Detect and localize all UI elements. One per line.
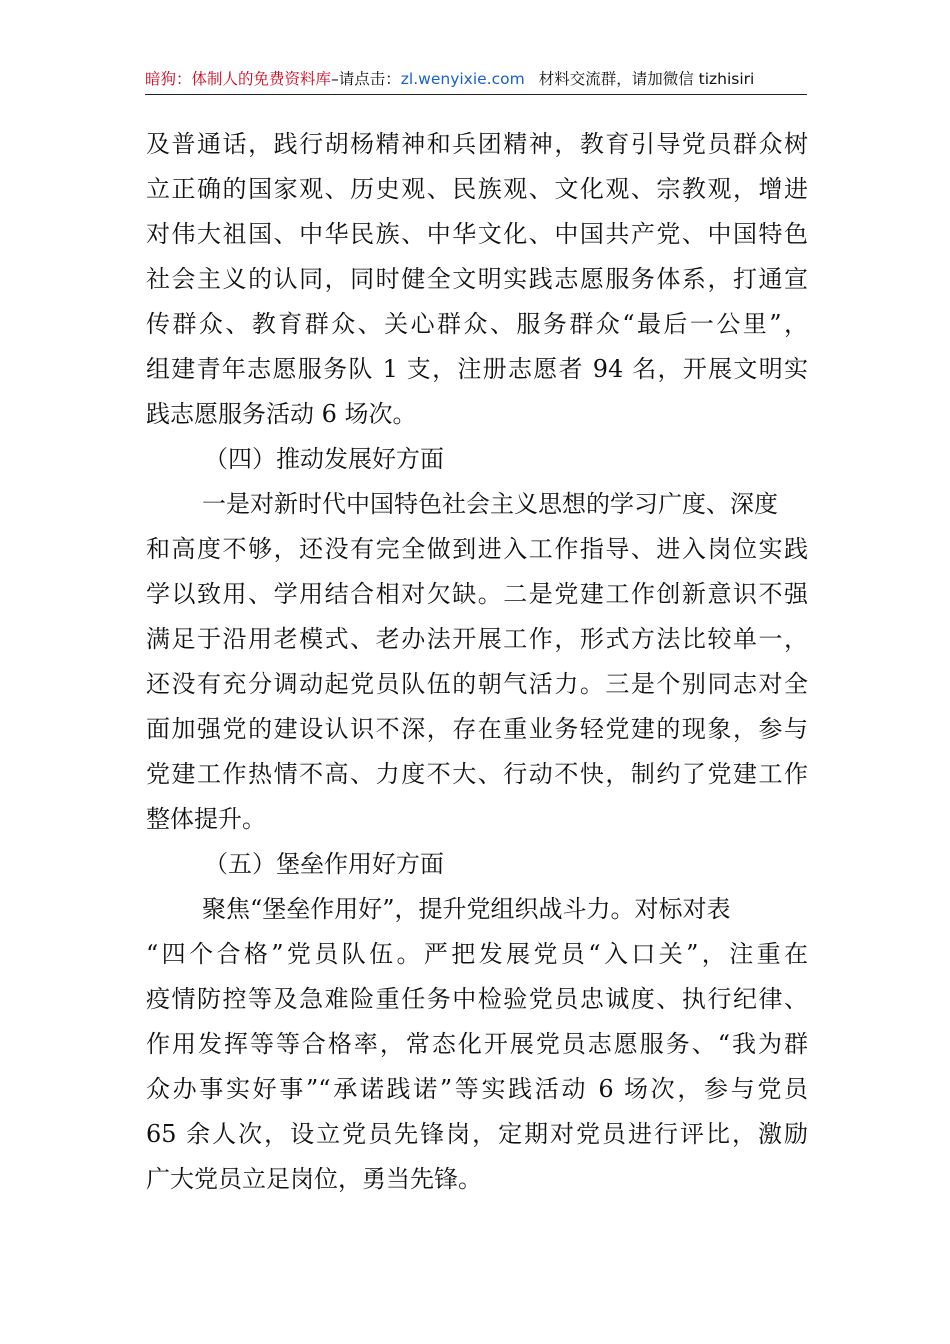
text-line: 众办事实好事”“承诺践诺”等实践活动 6 场次，参与党员 <box>146 1075 808 1103</box>
text-line: 65 余人次，设立党员先锋岗，定期对党员进行评比，激励 <box>146 1120 808 1148</box>
text-line: 还没有充分调动起党员队伍的朝气活力。三是个别同志对全 <box>146 670 808 698</box>
header-url-link[interactable]: zl.wenyixie.com <box>400 70 525 88</box>
text-line: 广大党员立足岗位，勇当先锋。 <box>146 1165 482 1193</box>
text-line: “四个合格”党员队伍。严把发展党员“入口关”，注重在 <box>146 940 808 968</box>
header-brand: 暗狗：体制人的免费资料库 <box>145 70 332 88</box>
text-line: 聚焦“堡垒作用好”，提升党组织战斗力。对标对表 <box>202 895 731 923</box>
page-header <box>145 66 807 95</box>
document-body <box>146 122 808 1202</box>
text-line: 传群众、教育群众、关心群众、服务群众“最后一公里”， <box>146 310 808 338</box>
text-line: 作用发挥等等合格率，常态化开展党员志愿服务、“我为群 <box>146 1030 808 1058</box>
section-heading: （四）推动发展好方面 <box>204 445 444 473</box>
header-group-note: 材料交流群，请加微信 tizhisiri <box>538 70 755 88</box>
text-line: 面加强党的建设认识不深，存在重业务轻党建的现象，参与 <box>146 715 808 743</box>
text-line: 整体提升。 <box>146 805 266 833</box>
section-heading: （五）堡垒作用好方面 <box>204 850 444 878</box>
header-prompt: –请点击： <box>331 70 401 88</box>
text-line: 及普通话，践行胡杨精神和兵团精神，教育引导党员群众树 <box>146 130 808 158</box>
text-line: 学以致用、学用结合相对欠缺。二是党建工作创新意识不强 <box>146 580 808 608</box>
text-line: 满足于沿用老模式、老办法开展工作，形式方法比较单一， <box>146 625 808 653</box>
text-line: 一是对新时代中国特色社会主义思想的学习广度、深度 <box>202 490 778 518</box>
text-line: 立正确的国家观、历史观、民族观、文化观、宗教观，增进 <box>146 175 808 203</box>
text-line: 对伟大祖国、中华民族、中华文化、中国共产党、中国特色 <box>146 220 808 248</box>
text-line: 和高度不够，还没有完全做到进入工作指导、进入岗位实践 <box>146 535 808 563</box>
text-line: 组建青年志愿服务队 1 支，注册志愿者 94 名，开展文明实 <box>146 355 808 383</box>
text-line: 社会主义的认同，同时健全文明实践志愿服务体系，打通宣 <box>146 265 808 293</box>
text-line: 疫情防控等及急难险重任务中检验党员忠诚度、执行纪律、 <box>146 985 808 1013</box>
text-line: 党建工作热情不高、力度不大、行动不快，制约了党建工作 <box>146 760 808 788</box>
text-line: 践志愿服务活动 6 场次。 <box>146 400 417 428</box>
